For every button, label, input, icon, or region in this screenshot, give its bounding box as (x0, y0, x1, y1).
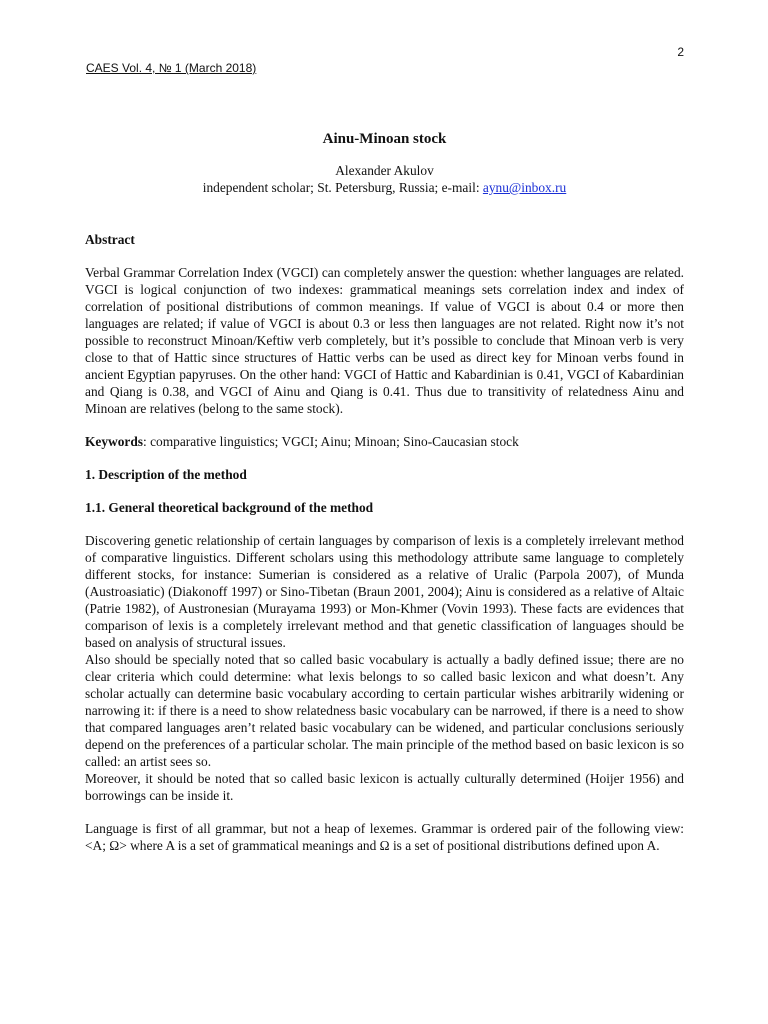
abstract-heading: Abstract (85, 232, 135, 247)
paragraph: Discovering genetic relationship of certain languages by comparison of lexis is a completely irrelevant method of comparative linguistics. Different scholars using this methodology attribute same language to completely different stocks, for instance: Sumerian is considered as a relative of Uralic (Parpola 2007), of Munda (Austroasiatic) (Diakonoff 1997) or Sino-Tibetan (Braun 2001, 2004); Ainu is considered as a relative of Altaic (Patrie 1982), of Austronesian (Murayama 1993) or Mon-Khmer (Vovin 1993). These facts are evidences that comparison of lexis is a completely irrelevant method and that genetic classification of languages should be based on analysis of structural issues. (85, 533, 684, 650)
section-1-1-heading: 1.1. General theoretical background of the method (85, 500, 374, 515)
keywords-line (85, 433, 684, 450)
author-name: Alexander Akulov (335, 163, 434, 178)
journal-header: CAES Vol. 4, № 1 (March 2018) (86, 61, 257, 75)
keywords-text: : comparative linguistics; VGCI; Ainu; Minoan; Sino-Caucasian stock (143, 434, 519, 449)
section-1-heading: 1. Description of the method (85, 467, 247, 482)
article-body (85, 131, 684, 870)
paragraph: Moreover, it should be noted that so called basic lexicon is actually culturally determined (Hoijer 1956) and borrowings can be inside it. (85, 771, 684, 803)
article-title: Ainu-Minoan stock (322, 131, 447, 147)
abstract-text: Verbal Grammar Correlation Index (VGCI) can completely answer the question: whether languages are related. VGCI is logical conjunction of two indexes: grammatical meanings sets correlation index and index of correlation of positional distributions of common meanings. If value of VGCI is about 0.4 or more then languages are related; if value of VGCI is about 0.3 or less then languages are not related. Right now it’s not possible to reconstruct Minoan/Keftiw verb completely, but it’s possible to conclude that Minoan verb is very close to that of Hattic since structures of Hattic verbs can be used as direct key for Minoan verbs found in ancient Egyptian papyruses. On the other hand: VGCI of Hattic and Kabardinian is 0.41, VGCI of Kabardinian and Qiang is 0.38, and VGCI of Ainu and Qiang is 0.41. Thus due to transitivity of relatedness Ainu and Minoan are relatives (belong to the same stock). (85, 265, 684, 416)
paragraph: Language is first of all grammar, but not a heap of lexemes. Grammar is ordered pair of the following view: <A; Ω> where A is a set of grammatical meanings and Ω is a set of positional distributions defined upon A. (85, 821, 684, 853)
author-affiliation (85, 179, 684, 196)
paragraph: Also should be specially noted that so called basic vocabulary is actually a badly defined issue; there are no clear criteria which could determine: what lexis belongs to so called basic lexicon and what doesn’t. Any scholar actually can determine basic vocabulary according to certain particular wishes arbitrarily widening or narrowing it: if there is a need to show relatedness basic vocabulary can be narrowed, if there is a need to show that compared languages aren’t related basic vocabulary can be widened, and particular conclusions seriously depend on the preferences of a particular scholar. The main principle of the method based on basic lexicon is so called: an artist sees so. (85, 652, 684, 769)
page-number: 2 (677, 45, 684, 59)
email-link[interactable]: aynu@inbox.ru (482, 180, 567, 195)
keywords-label: Keywords (85, 434, 144, 449)
affiliation-text: independent scholar; St. Petersburg, Russia; e-mail: (202, 180, 483, 195)
